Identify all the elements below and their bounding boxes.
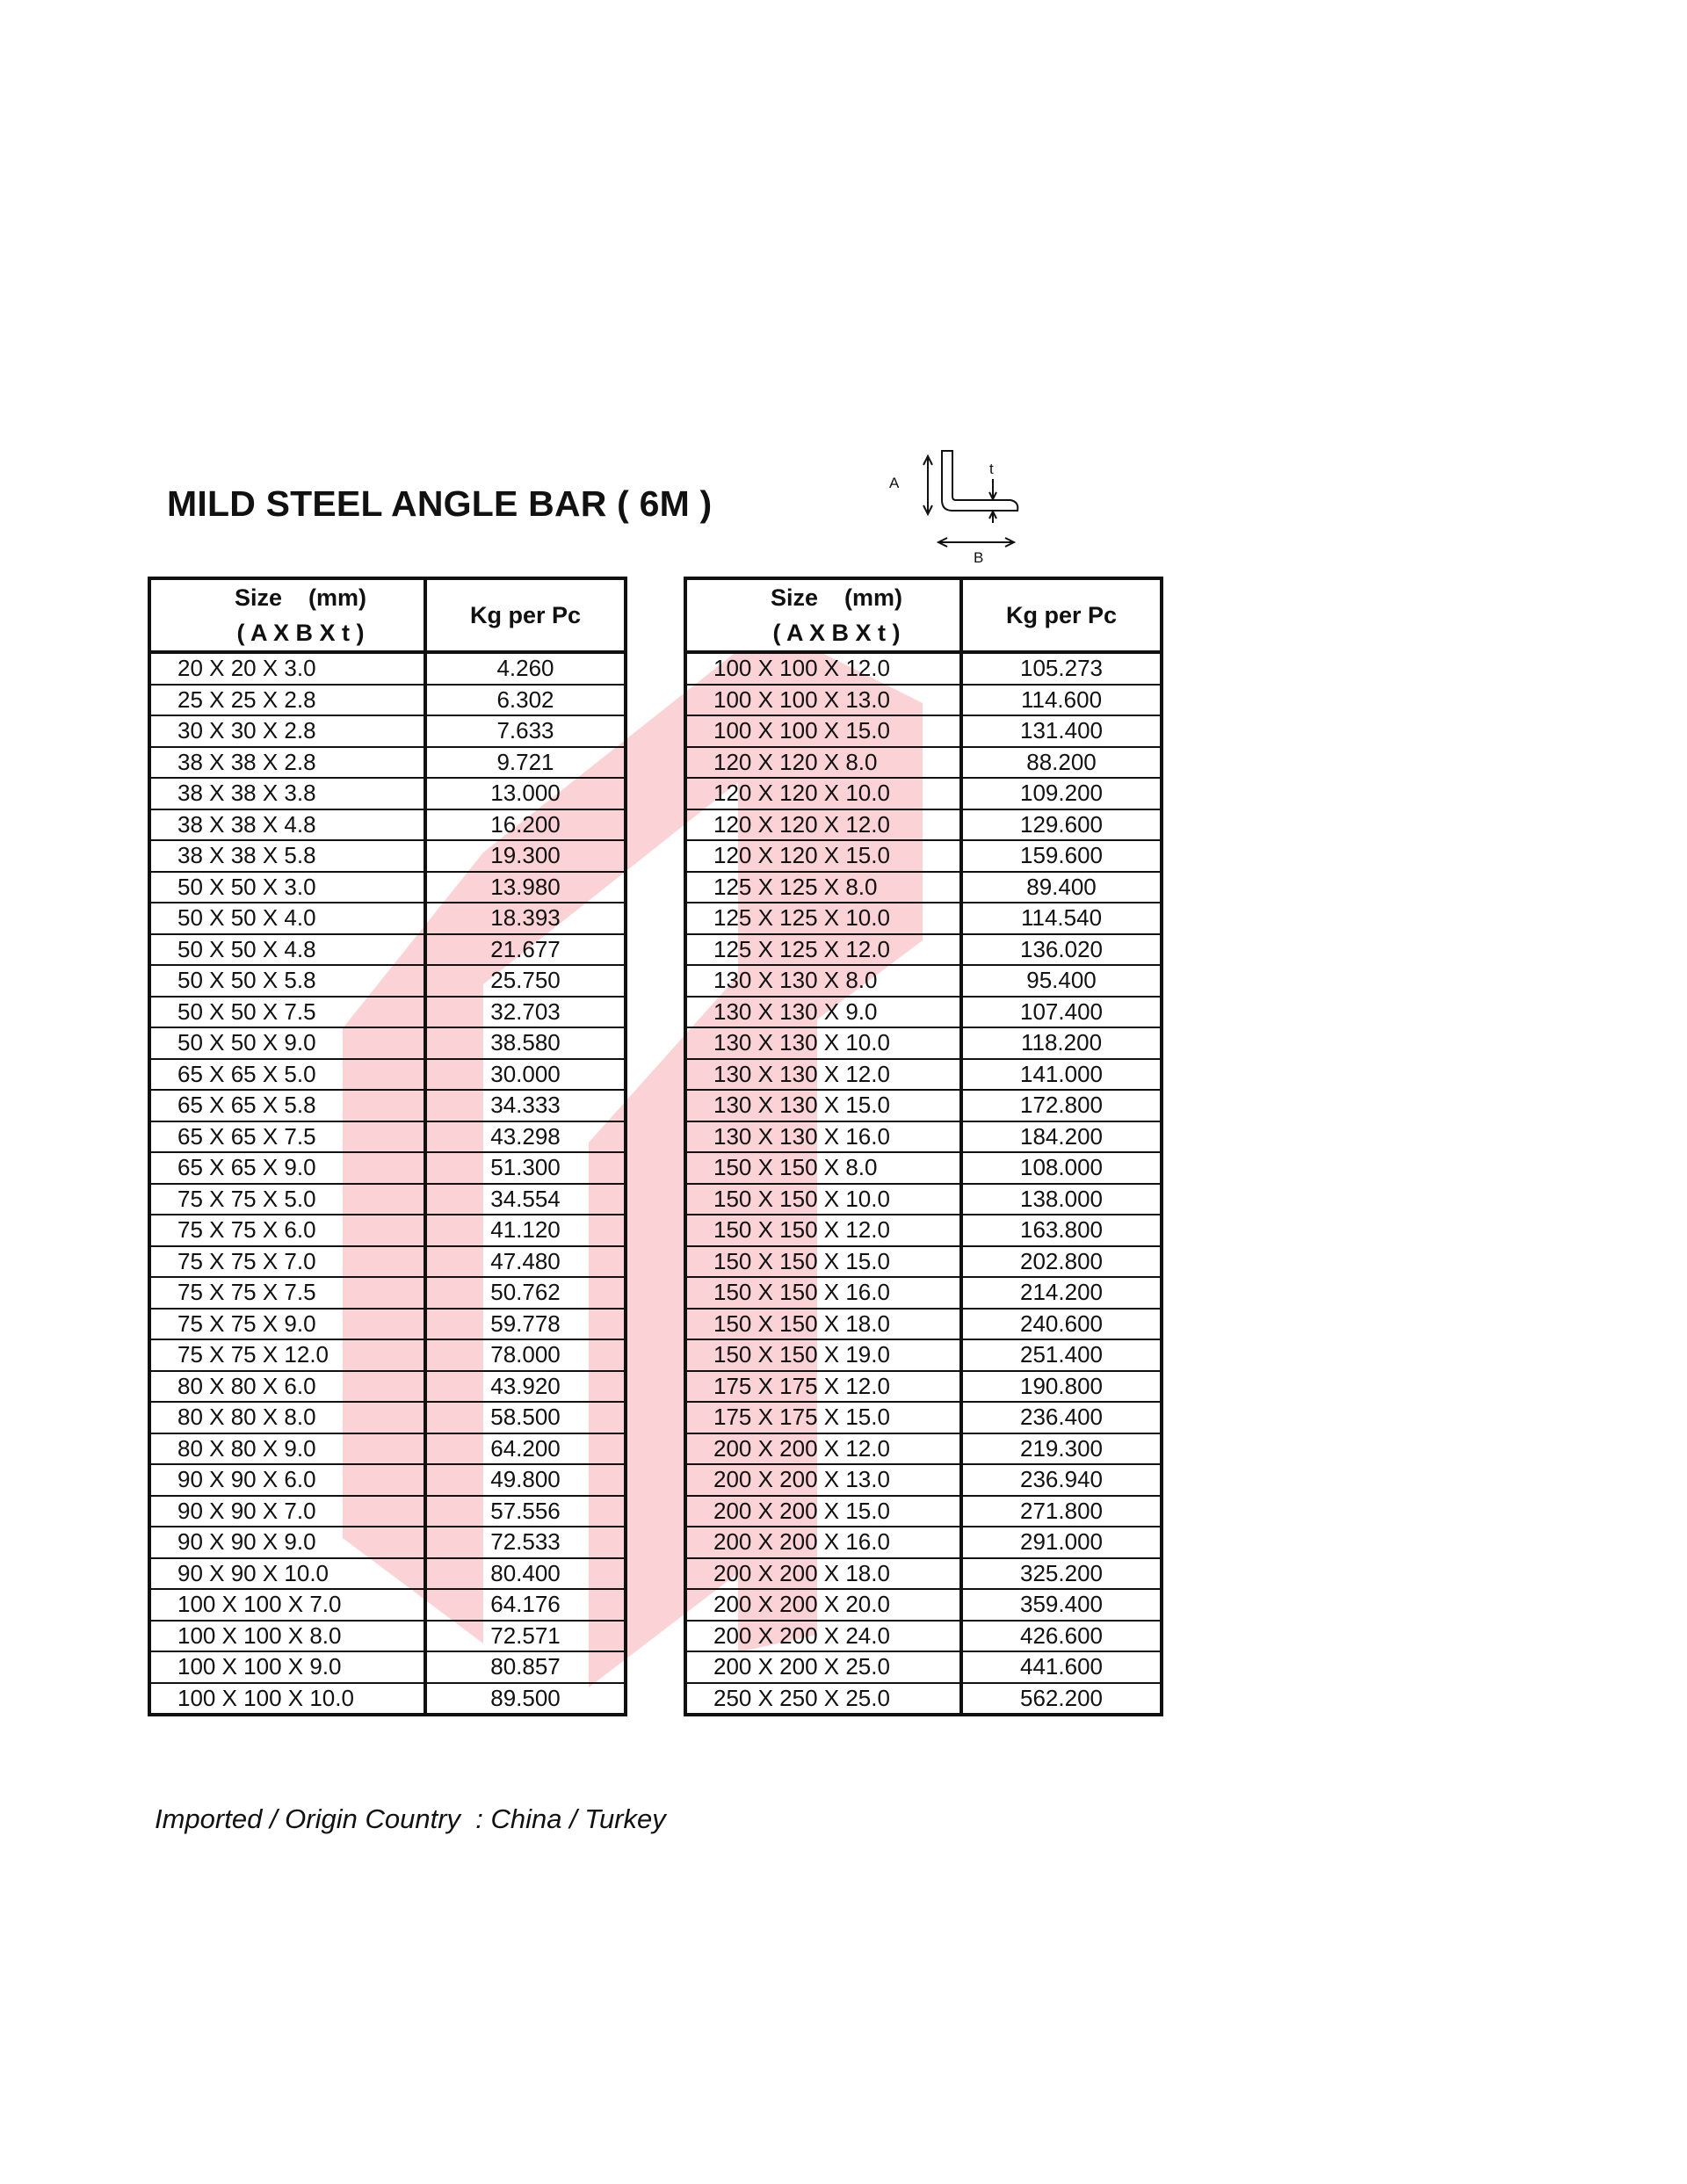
table-row bbox=[685, 1683, 1162, 1716]
table-row bbox=[149, 1090, 626, 1121]
table-row bbox=[149, 934, 626, 966]
kg-per-pc-cell: 88.200 bbox=[961, 747, 1162, 779]
size-cell: 100 X 100 X 13.0 bbox=[685, 685, 961, 716]
column-header-size bbox=[685, 578, 961, 652]
size-cell: 75 X 75 X 6.0 bbox=[149, 1215, 425, 1246]
table-row bbox=[685, 1277, 1162, 1309]
kg-per-pc-cell: 49.800 bbox=[425, 1464, 626, 1496]
table-header-row bbox=[149, 578, 626, 652]
table-body bbox=[685, 652, 1162, 1715]
table-row bbox=[149, 1651, 626, 1683]
kg-per-pc-cell: 80.400 bbox=[425, 1558, 626, 1590]
table-header-row bbox=[685, 578, 1162, 652]
size-cell: 200 X 200 X 12.0 bbox=[685, 1433, 961, 1465]
size-cell: 125 X 125 X 12.0 bbox=[685, 934, 961, 966]
size-cell: 30 X 30 X 2.8 bbox=[149, 715, 425, 747]
column-header-size bbox=[149, 578, 425, 652]
kg-per-pc-cell: 190.800 bbox=[961, 1371, 1162, 1403]
table-row bbox=[685, 1121, 1162, 1153]
size-cell: 90 X 90 X 6.0 bbox=[149, 1464, 425, 1496]
table-row bbox=[149, 1121, 626, 1153]
size-cell: 65 X 65 X 7.5 bbox=[149, 1121, 425, 1153]
size-cell: 120 X 120 X 12.0 bbox=[685, 809, 961, 841]
table-row bbox=[685, 1433, 1162, 1465]
column-header-kg: Kg per Pc bbox=[961, 578, 1162, 652]
table-row bbox=[149, 903, 626, 934]
page-title: MILD STEEL ANGLE BAR ( 6M ) bbox=[167, 483, 713, 524]
table-row bbox=[149, 1402, 626, 1433]
size-cell: 200 X 200 X 18.0 bbox=[685, 1558, 961, 1590]
table-row bbox=[149, 1621, 626, 1652]
table-row bbox=[685, 1339, 1162, 1371]
table-row bbox=[685, 1464, 1162, 1496]
kg-per-pc-cell: 4.260 bbox=[425, 652, 626, 685]
kg-per-pc-cell: 107.400 bbox=[961, 997, 1162, 1028]
size-cell: 150 X 150 X 16.0 bbox=[685, 1277, 961, 1309]
table-row bbox=[149, 1152, 626, 1184]
table-row bbox=[149, 1558, 626, 1590]
kg-per-pc-cell: 6.302 bbox=[425, 685, 626, 716]
size-cell: 130 X 130 X 16.0 bbox=[685, 1121, 961, 1153]
table-row bbox=[685, 778, 1162, 809]
size-cell: 200 X 200 X 24.0 bbox=[685, 1621, 961, 1652]
size-cell: 20 X 20 X 3.0 bbox=[149, 652, 425, 685]
size-cell: 125 X 125 X 10.0 bbox=[685, 903, 961, 934]
table-row bbox=[149, 997, 626, 1028]
size-cell: 38 X 38 X 3.8 bbox=[149, 778, 425, 809]
kg-per-pc-cell: 51.300 bbox=[425, 1152, 626, 1184]
kg-per-pc-cell: 47.480 bbox=[425, 1246, 626, 1278]
table-row bbox=[685, 1651, 1162, 1683]
size-cell: 38 X 38 X 4.8 bbox=[149, 809, 425, 841]
table-row bbox=[149, 778, 626, 809]
table-row bbox=[685, 1090, 1162, 1121]
kg-per-pc-cell: 159.600 bbox=[961, 840, 1162, 872]
table-row bbox=[685, 1027, 1162, 1059]
size-cell: 150 X 150 X 10.0 bbox=[685, 1184, 961, 1215]
size-cell: 150 X 150 X 8.0 bbox=[685, 1152, 961, 1184]
kg-per-pc-cell: 184.200 bbox=[961, 1121, 1162, 1153]
kg-per-pc-cell: 114.600 bbox=[961, 685, 1162, 716]
size-cell: 75 X 75 X 12.0 bbox=[149, 1339, 425, 1371]
table-row bbox=[149, 1059, 626, 1091]
table-row bbox=[149, 1371, 626, 1403]
kg-per-pc-cell: 359.400 bbox=[961, 1589, 1162, 1621]
angle-bar-table-right bbox=[684, 577, 1163, 1716]
table-row bbox=[685, 965, 1162, 997]
kg-per-pc-cell: 72.571 bbox=[425, 1621, 626, 1652]
table-row bbox=[149, 1527, 626, 1558]
table-row bbox=[149, 1184, 626, 1215]
kg-per-pc-cell: 163.800 bbox=[961, 1215, 1162, 1246]
table-row bbox=[149, 1027, 626, 1059]
column-header-kg: Kg per Pc bbox=[425, 578, 626, 652]
kg-per-pc-cell: 38.580 bbox=[425, 1027, 626, 1059]
kg-per-pc-cell: 95.400 bbox=[961, 965, 1162, 997]
table-row bbox=[149, 1496, 626, 1527]
kg-per-pc-cell: 236.400 bbox=[961, 1402, 1162, 1433]
size-cell: 130 X 130 X 9.0 bbox=[685, 997, 961, 1028]
kg-per-pc-cell: 236.940 bbox=[961, 1464, 1162, 1496]
table-body bbox=[149, 652, 626, 1715]
size-header-line2: ( A X B X t ) bbox=[772, 620, 901, 646]
kg-per-pc-cell: 240.600 bbox=[961, 1309, 1162, 1340]
kg-per-pc-cell: 219.300 bbox=[961, 1433, 1162, 1465]
table-row bbox=[149, 1589, 626, 1621]
table-row bbox=[685, 809, 1162, 841]
kg-per-pc-cell: 58.500 bbox=[425, 1402, 626, 1433]
size-cell: 75 X 75 X 5.0 bbox=[149, 1184, 425, 1215]
kg-per-pc-cell: 89.400 bbox=[961, 872, 1162, 903]
kg-per-pc-cell: 129.600 bbox=[961, 809, 1162, 841]
size-cell: 75 X 75 X 7.0 bbox=[149, 1246, 425, 1278]
table-row bbox=[149, 685, 626, 716]
size-cell: 175 X 175 X 15.0 bbox=[685, 1402, 961, 1433]
kg-per-pc-cell: 7.633 bbox=[425, 715, 626, 747]
kg-per-pc-cell: 43.298 bbox=[425, 1121, 626, 1153]
kg-per-pc-cell: 251.400 bbox=[961, 1339, 1162, 1371]
angle-bar-table-left bbox=[148, 577, 627, 1716]
kg-per-pc-cell: 43.920 bbox=[425, 1371, 626, 1403]
size-cell: 100 X 100 X 15.0 bbox=[685, 715, 961, 747]
size-cell: 65 X 65 X 9.0 bbox=[149, 1152, 425, 1184]
kg-per-pc-cell: 78.000 bbox=[425, 1339, 626, 1371]
kg-per-pc-cell: 89.500 bbox=[425, 1683, 626, 1716]
kg-per-pc-cell: 21.677 bbox=[425, 934, 626, 966]
size-cell: 250 X 250 X 25.0 bbox=[685, 1683, 961, 1716]
table-row bbox=[149, 872, 626, 903]
size-header-line1: Size (mm) bbox=[770, 584, 903, 611]
size-cell: 50 X 50 X 5.8 bbox=[149, 965, 425, 997]
label-b: B bbox=[974, 549, 984, 566]
table-row bbox=[685, 997, 1162, 1028]
kg-per-pc-cell: 325.200 bbox=[961, 1558, 1162, 1590]
size-cell: 120 X 120 X 10.0 bbox=[685, 778, 961, 809]
kg-per-pc-cell: 13.980 bbox=[425, 872, 626, 903]
size-cell: 150 X 150 X 18.0 bbox=[685, 1309, 961, 1340]
size-cell: 38 X 38 X 5.8 bbox=[149, 840, 425, 872]
kg-per-pc-cell: 562.200 bbox=[961, 1683, 1162, 1716]
table-row bbox=[149, 652, 626, 685]
size-cell: 130 X 130 X 15.0 bbox=[685, 1090, 961, 1121]
table-row bbox=[149, 747, 626, 779]
kg-per-pc-cell: 136.020 bbox=[961, 934, 1162, 966]
origin-footnote: Imported / Origin Country : China / Turkey bbox=[155, 1803, 666, 1834]
size-header-line2: ( A X B X t ) bbox=[236, 620, 365, 646]
size-cell: 38 X 38 X 2.8 bbox=[149, 747, 425, 779]
kg-per-pc-cell: 114.540 bbox=[961, 903, 1162, 934]
kg-per-pc-cell: 105.273 bbox=[961, 652, 1162, 685]
size-cell: 175 X 175 X 12.0 bbox=[685, 1371, 961, 1403]
size-cell: 80 X 80 X 6.0 bbox=[149, 1371, 425, 1403]
size-cell: 130 X 130 X 10.0 bbox=[685, 1027, 961, 1059]
size-cell: 200 X 200 X 20.0 bbox=[685, 1589, 961, 1621]
kg-per-pc-cell: 64.176 bbox=[425, 1589, 626, 1621]
kg-per-pc-cell: 18.393 bbox=[425, 903, 626, 934]
table-row bbox=[685, 715, 1162, 747]
size-cell: 100 X 100 X 9.0 bbox=[149, 1651, 425, 1683]
size-header-line1: Size (mm) bbox=[234, 584, 367, 611]
kg-per-pc-cell: 118.200 bbox=[961, 1027, 1162, 1059]
table-row bbox=[685, 1215, 1162, 1246]
kg-per-pc-cell: 32.703 bbox=[425, 997, 626, 1028]
table-row bbox=[149, 809, 626, 841]
table-row bbox=[149, 1277, 626, 1309]
kg-per-pc-cell: 291.000 bbox=[961, 1527, 1162, 1558]
table-row bbox=[685, 652, 1162, 685]
kg-per-pc-cell: 41.120 bbox=[425, 1215, 626, 1246]
table-row bbox=[685, 1184, 1162, 1215]
table-row bbox=[149, 965, 626, 997]
table-row bbox=[685, 1402, 1162, 1433]
table-row bbox=[685, 934, 1162, 966]
kg-per-pc-cell: 34.333 bbox=[425, 1090, 626, 1121]
size-cell: 80 X 80 X 8.0 bbox=[149, 1402, 425, 1433]
table-row bbox=[685, 1621, 1162, 1652]
size-cell: 200 X 200 X 25.0 bbox=[685, 1651, 961, 1683]
size-cell: 120 X 120 X 8.0 bbox=[685, 747, 961, 779]
kg-per-pc-cell: 108.000 bbox=[961, 1152, 1162, 1184]
kg-per-pc-cell: 138.000 bbox=[961, 1184, 1162, 1215]
kg-per-pc-cell: 13.000 bbox=[425, 778, 626, 809]
label-a: A bbox=[889, 475, 900, 491]
size-cell: 200 X 200 X 16.0 bbox=[685, 1527, 961, 1558]
size-cell: 90 X 90 X 10.0 bbox=[149, 1558, 425, 1590]
size-cell: 100 X 100 X 7.0 bbox=[149, 1589, 425, 1621]
kg-per-pc-cell: 80.857 bbox=[425, 1651, 626, 1683]
size-cell: 150 X 150 X 19.0 bbox=[685, 1339, 961, 1371]
size-cell: 150 X 150 X 12.0 bbox=[685, 1215, 961, 1246]
table-row bbox=[685, 840, 1162, 872]
size-cell: 80 X 80 X 9.0 bbox=[149, 1433, 425, 1465]
kg-per-pc-cell: 141.000 bbox=[961, 1059, 1162, 1091]
table-row bbox=[149, 1309, 626, 1340]
table-row bbox=[149, 1215, 626, 1246]
table-row bbox=[685, 1371, 1162, 1403]
kg-per-pc-cell: 34.554 bbox=[425, 1184, 626, 1215]
kg-per-pc-cell: 25.750 bbox=[425, 965, 626, 997]
size-cell: 100 X 100 X 10.0 bbox=[149, 1683, 425, 1716]
angle-bar-diagram bbox=[879, 444, 1054, 567]
size-cell: 75 X 75 X 9.0 bbox=[149, 1309, 425, 1340]
kg-per-pc-cell: 426.600 bbox=[961, 1621, 1162, 1652]
size-cell: 125 X 125 X 8.0 bbox=[685, 872, 961, 903]
table-row bbox=[685, 1309, 1162, 1340]
table-row bbox=[149, 1464, 626, 1496]
table-row bbox=[149, 840, 626, 872]
size-cell: 50 X 50 X 9.0 bbox=[149, 1027, 425, 1059]
size-cell: 130 X 130 X 12.0 bbox=[685, 1059, 961, 1091]
kg-per-pc-cell: 59.778 bbox=[425, 1309, 626, 1340]
kg-per-pc-cell: 441.600 bbox=[961, 1651, 1162, 1683]
kg-per-pc-cell: 271.800 bbox=[961, 1496, 1162, 1527]
kg-per-pc-cell: 131.400 bbox=[961, 715, 1162, 747]
label-t: t bbox=[989, 461, 994, 477]
kg-per-pc-cell: 202.800 bbox=[961, 1246, 1162, 1278]
size-cell: 150 X 150 X 15.0 bbox=[685, 1246, 961, 1278]
kg-per-pc-cell: 64.200 bbox=[425, 1433, 626, 1465]
size-cell: 200 X 200 X 15.0 bbox=[685, 1496, 961, 1527]
kg-per-pc-cell: 9.721 bbox=[425, 747, 626, 779]
table-row bbox=[685, 1059, 1162, 1091]
table-row bbox=[685, 1152, 1162, 1184]
size-cell: 90 X 90 X 7.0 bbox=[149, 1496, 425, 1527]
kg-per-pc-cell: 50.762 bbox=[425, 1277, 626, 1309]
table-row bbox=[685, 1527, 1162, 1558]
kg-per-pc-cell: 72.533 bbox=[425, 1527, 626, 1558]
table-row bbox=[149, 1683, 626, 1716]
table-row bbox=[685, 1558, 1162, 1590]
kg-per-pc-cell: 57.556 bbox=[425, 1496, 626, 1527]
table-row bbox=[685, 1589, 1162, 1621]
table-row bbox=[149, 1339, 626, 1371]
size-cell: 50 X 50 X 4.8 bbox=[149, 934, 425, 966]
size-cell: 130 X 130 X 8.0 bbox=[685, 965, 961, 997]
size-cell: 120 X 120 X 15.0 bbox=[685, 840, 961, 872]
table-row bbox=[685, 903, 1162, 934]
size-cell: 100 X 100 X 8.0 bbox=[149, 1621, 425, 1652]
size-cell: 100 X 100 X 12.0 bbox=[685, 652, 961, 685]
table-row bbox=[149, 1433, 626, 1465]
kg-per-pc-cell: 109.200 bbox=[961, 778, 1162, 809]
table-row bbox=[685, 1246, 1162, 1278]
kg-per-pc-cell: 172.800 bbox=[961, 1090, 1162, 1121]
table-row bbox=[149, 715, 626, 747]
size-cell: 65 X 65 X 5.0 bbox=[149, 1059, 425, 1091]
size-cell: 65 X 65 X 5.8 bbox=[149, 1090, 425, 1121]
table-row bbox=[685, 1496, 1162, 1527]
kg-per-pc-cell: 214.200 bbox=[961, 1277, 1162, 1309]
size-cell: 75 X 75 X 7.5 bbox=[149, 1277, 425, 1309]
table-row bbox=[685, 872, 1162, 903]
table-row bbox=[685, 685, 1162, 716]
size-cell: 50 X 50 X 7.5 bbox=[149, 997, 425, 1028]
size-cell: 90 X 90 X 9.0 bbox=[149, 1527, 425, 1558]
table-row bbox=[685, 747, 1162, 779]
table-row bbox=[149, 1246, 626, 1278]
kg-per-pc-cell: 19.300 bbox=[425, 840, 626, 872]
kg-per-pc-cell: 30.000 bbox=[425, 1059, 626, 1091]
size-cell: 50 X 50 X 4.0 bbox=[149, 903, 425, 934]
kg-per-pc-cell: 16.200 bbox=[425, 809, 626, 841]
size-cell: 50 X 50 X 3.0 bbox=[149, 872, 425, 903]
size-cell: 25 X 25 X 2.8 bbox=[149, 685, 425, 716]
size-cell: 200 X 200 X 13.0 bbox=[685, 1464, 961, 1496]
